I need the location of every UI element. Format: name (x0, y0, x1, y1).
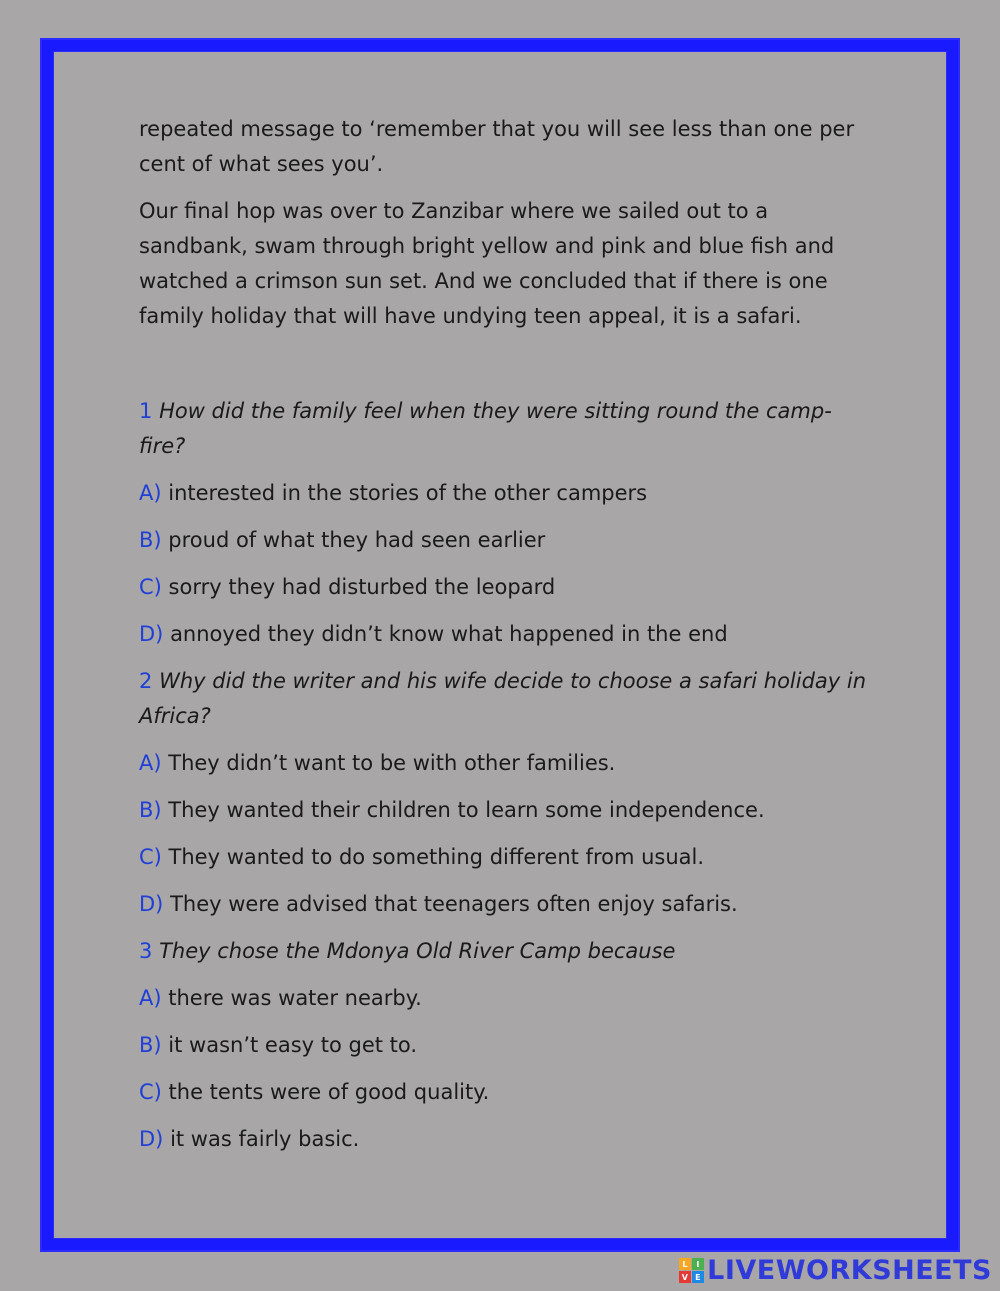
passage-paragraph: Our final hop was over to Zanzibar where we sailed out to a sandbank, swam through bright yellow and pink and blue fish and watched a crimson sun set. And we concluded that if there is one family holiday that will have undying teen appeal, it is a safari. (139, 199, 835, 328)
logo-mark-letter: I (692, 1258, 704, 1270)
option-letter: A) (139, 986, 162, 1010)
option-letter: B) (139, 1033, 162, 1057)
option-text: They were advised that teenagers often enjoy safaris. (170, 892, 738, 916)
option-letter: D) (139, 892, 164, 916)
answer-option[interactable] (139, 840, 869, 875)
question-block (139, 394, 869, 652)
question-number: 3 (139, 939, 153, 963)
option-letter: D) (139, 1127, 164, 1151)
option-letter: B) (139, 798, 162, 822)
answer-option[interactable] (139, 1075, 869, 1110)
question-text: They chose the Mdonya Old River Camp because (159, 939, 676, 963)
answer-option[interactable] (139, 1122, 869, 1157)
option-text: They wanted to do something different from usual. (168, 845, 705, 869)
question-prompt (139, 934, 869, 969)
option-letter: C) (139, 1080, 162, 1104)
answer-option[interactable] (139, 617, 869, 652)
option-text: it wasn’t easy to get to. (168, 1033, 418, 1057)
question-block (139, 664, 869, 922)
answer-option[interactable] (139, 887, 869, 922)
worksheet-content (139, 112, 869, 1169)
liveworksheets-logo[interactable] (679, 1255, 992, 1286)
option-letter: C) (139, 845, 162, 869)
option-letter: D) (139, 622, 164, 646)
option-text: They wanted their children to learn some independence. (168, 798, 765, 822)
question-text: Why did the writer and his wife decide to choose a safari holiday in Africa? (139, 669, 867, 728)
option-text: the tents were of good quality. (168, 1080, 490, 1104)
option-text: interested in the stories of the other campers (168, 481, 648, 505)
answer-option[interactable] (139, 793, 869, 828)
question-number: 2 (139, 669, 153, 693)
question-text: How did the family feel when they were sitting round the camp-fire? (139, 399, 832, 458)
option-text: proud of what they had seen earlier (168, 528, 546, 552)
option-letter: A) (139, 481, 162, 505)
option-letter: C) (139, 575, 162, 599)
question-prompt (139, 394, 869, 464)
answer-option[interactable] (139, 746, 869, 781)
option-letter: A) (139, 751, 162, 775)
answer-option[interactable] (139, 523, 869, 558)
logo-text: LIVEWORKSHEETS (707, 1255, 992, 1286)
logo-mark-letter: E (692, 1271, 704, 1283)
logo-mark-icon (679, 1258, 704, 1283)
option-text: there was water nearby. (168, 986, 422, 1010)
question-block (139, 934, 869, 1157)
option-text: They didn’t want to be with other families. (168, 751, 616, 775)
question-prompt (139, 664, 869, 734)
answer-option[interactable] (139, 476, 869, 511)
answer-option[interactable] (139, 981, 869, 1016)
option-letter: B) (139, 528, 162, 552)
passage-paragraph: repeated message to ‘remember that you will see less than one per cent of what sees you’. (139, 117, 855, 176)
option-text: it was fairly basic. (170, 1127, 360, 1151)
option-text: sorry they had disturbed the leopard (168, 575, 556, 599)
answer-option[interactable] (139, 570, 869, 605)
answer-option[interactable] (139, 1028, 869, 1063)
logo-mark-letter: V (679, 1271, 691, 1283)
option-text: annoyed they didn’t know what happened in the end (170, 622, 728, 646)
question-number: 1 (139, 399, 153, 423)
logo-mark-letter: L (679, 1258, 691, 1270)
